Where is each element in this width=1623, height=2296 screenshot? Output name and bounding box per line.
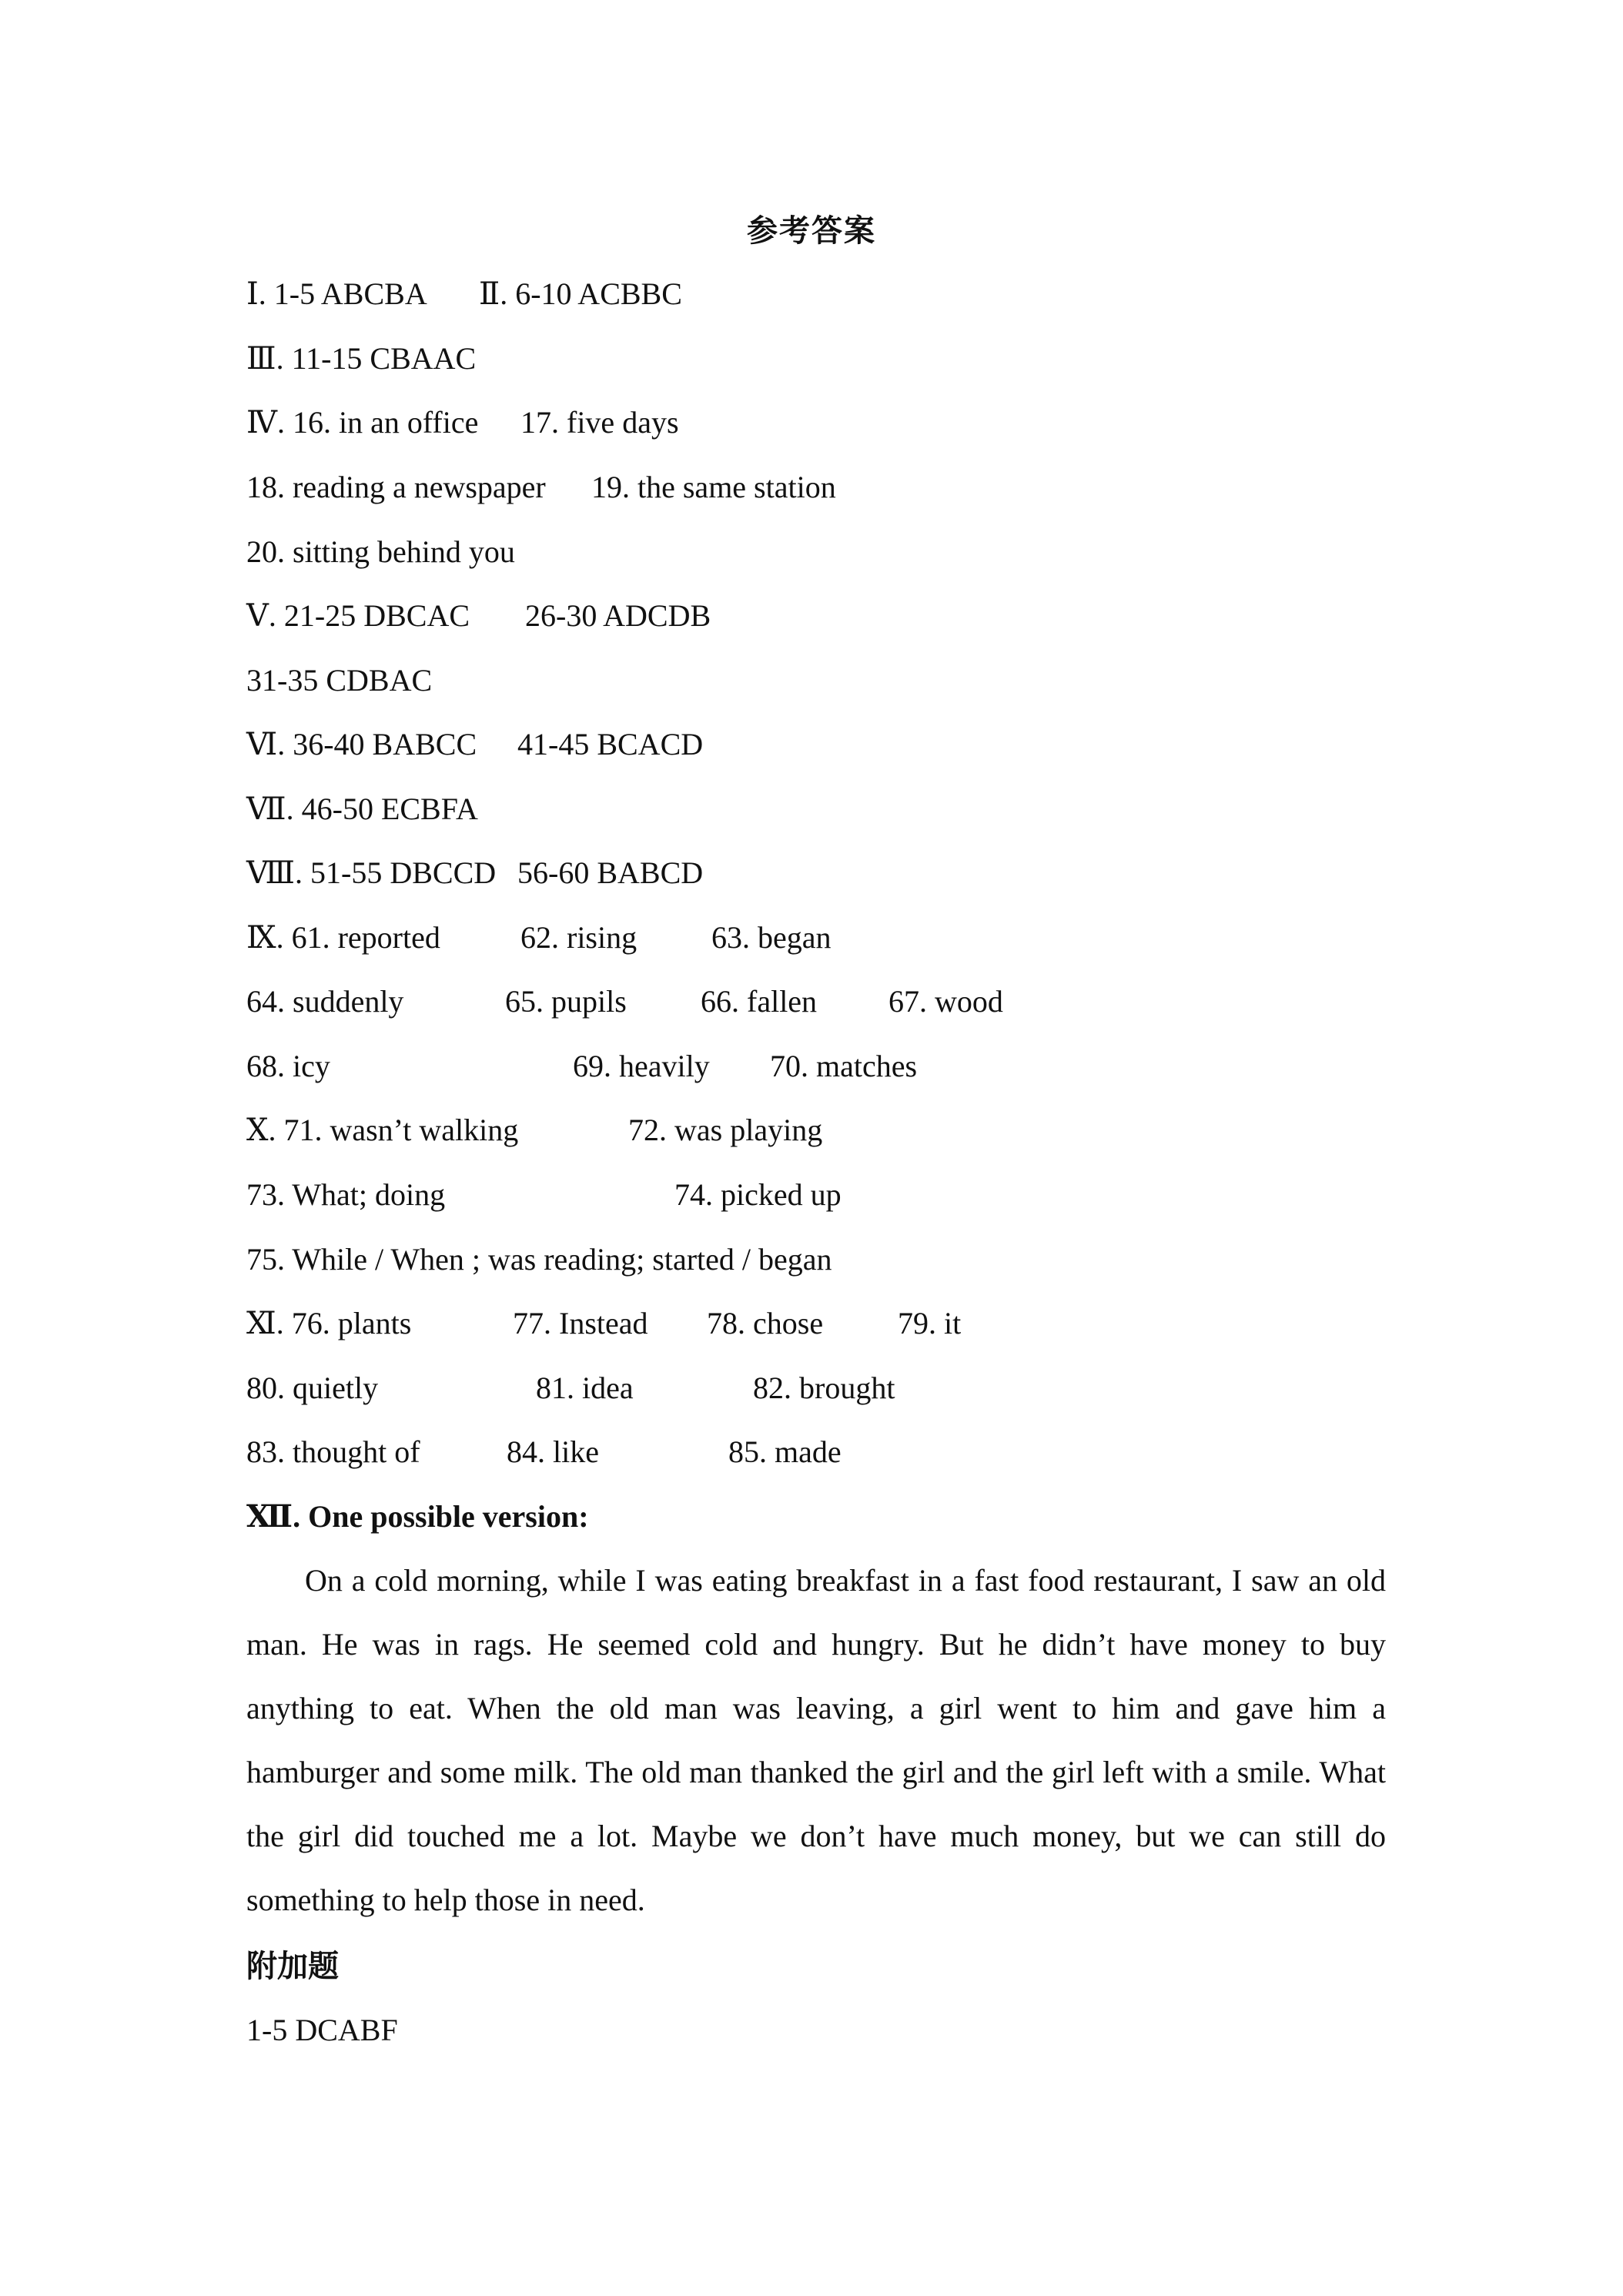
answer-71: Ⅹ. 71. wasn’t walking (246, 1113, 519, 1147)
section-5-answers-a: Ⅴ. 21-25 DBCAC (246, 598, 470, 633)
section-8-answers-a: Ⅷ. 51-55 DBCCD (246, 855, 497, 890)
answer-85: 85. made (728, 1434, 842, 1469)
answer-84: 84. like (507, 1434, 599, 1469)
answer-18: 18. reading a newspaper (246, 470, 546, 504)
answer-73: 73. What; doing (246, 1177, 446, 1212)
answer-77: 77. Instead (513, 1306, 648, 1340)
sample-essay: On a cold morning, while I was eating breakfast in a fast food restaurant, I saw an old man. He was in rags. He seemed cold and hungry. But he didn’t have money to buy anything to eat. When the old man was leaving, a girl went to him and gave him a hamburger and some milk. The old man thanked the girl and the girl left with a smile. What the girl did touched me a lot. Maybe we don’t have much money, but we can still do something to help those in need. (246, 1563, 1386, 1917)
answer-78: 78. chose (707, 1306, 824, 1340)
page-title: 参考答案 (747, 213, 876, 248)
section-6-answers-a: Ⅵ. 36-40 BABCC (246, 727, 477, 761)
answer-82: 82. brought (753, 1371, 895, 1405)
answer-80: 80. quietly (246, 1371, 379, 1405)
answer-70: 70. matches (770, 1049, 918, 1083)
answer-76: Ⅺ. 76. plants (246, 1306, 412, 1340)
answer-74: 74. picked up (674, 1177, 842, 1212)
answer-79: 79. it (898, 1306, 962, 1340)
answer-66: 66. fallen (701, 984, 818, 1019)
answer-19: 19. the same station (591, 470, 836, 504)
answer-65: 65. pupils (505, 984, 627, 1019)
answer-17: 17. five days (520, 405, 679, 440)
section-3-answers: Ⅲ. 11-15 CBAAC (246, 341, 477, 376)
section-8-answers-b: 56-60 BABCD (517, 855, 704, 890)
answer-83: 83. thought of (246, 1434, 420, 1469)
answer-81: 81. idea (536, 1371, 634, 1405)
extra-answers: 1-5 DCABF (246, 2013, 398, 2047)
answer-64: 64. suddenly (246, 984, 404, 1019)
answer-16: Ⅳ. 16. in an office (246, 405, 479, 440)
section-5-answers-b: 26-30 ADCDB (525, 598, 711, 633)
section-7-answers: Ⅶ. 46-50 ECBFA (246, 792, 478, 826)
section-6-answers-b: 41-45 BCACD (517, 727, 704, 761)
section-1-answers: Ⅰ. 1-5 ABCBA (246, 276, 427, 311)
answer-62: 62. rising (520, 920, 637, 955)
answer-20: 20. sitting behind you (246, 534, 515, 569)
extra-heading: 附加题 (246, 1949, 339, 1983)
answer-63: 63. began (711, 920, 832, 955)
answer-67: 67. wood (888, 984, 1003, 1019)
answer-61: Ⅸ. 61. reported (246, 920, 440, 955)
answer-68: 68. icy (246, 1049, 330, 1083)
answer-69: 69. heavily (573, 1049, 710, 1083)
answer-75: 75. While / When ; was reading; started / began (246, 1242, 832, 1277)
answer-72: 72. was playing (628, 1113, 823, 1147)
writing-heading: Ⅻ. One possible version: (246, 1499, 589, 1534)
section-2-answers: Ⅱ. 6-10 ACBBC (479, 276, 682, 311)
section-5-answers-c: 31-35 CDBAC (246, 663, 433, 698)
